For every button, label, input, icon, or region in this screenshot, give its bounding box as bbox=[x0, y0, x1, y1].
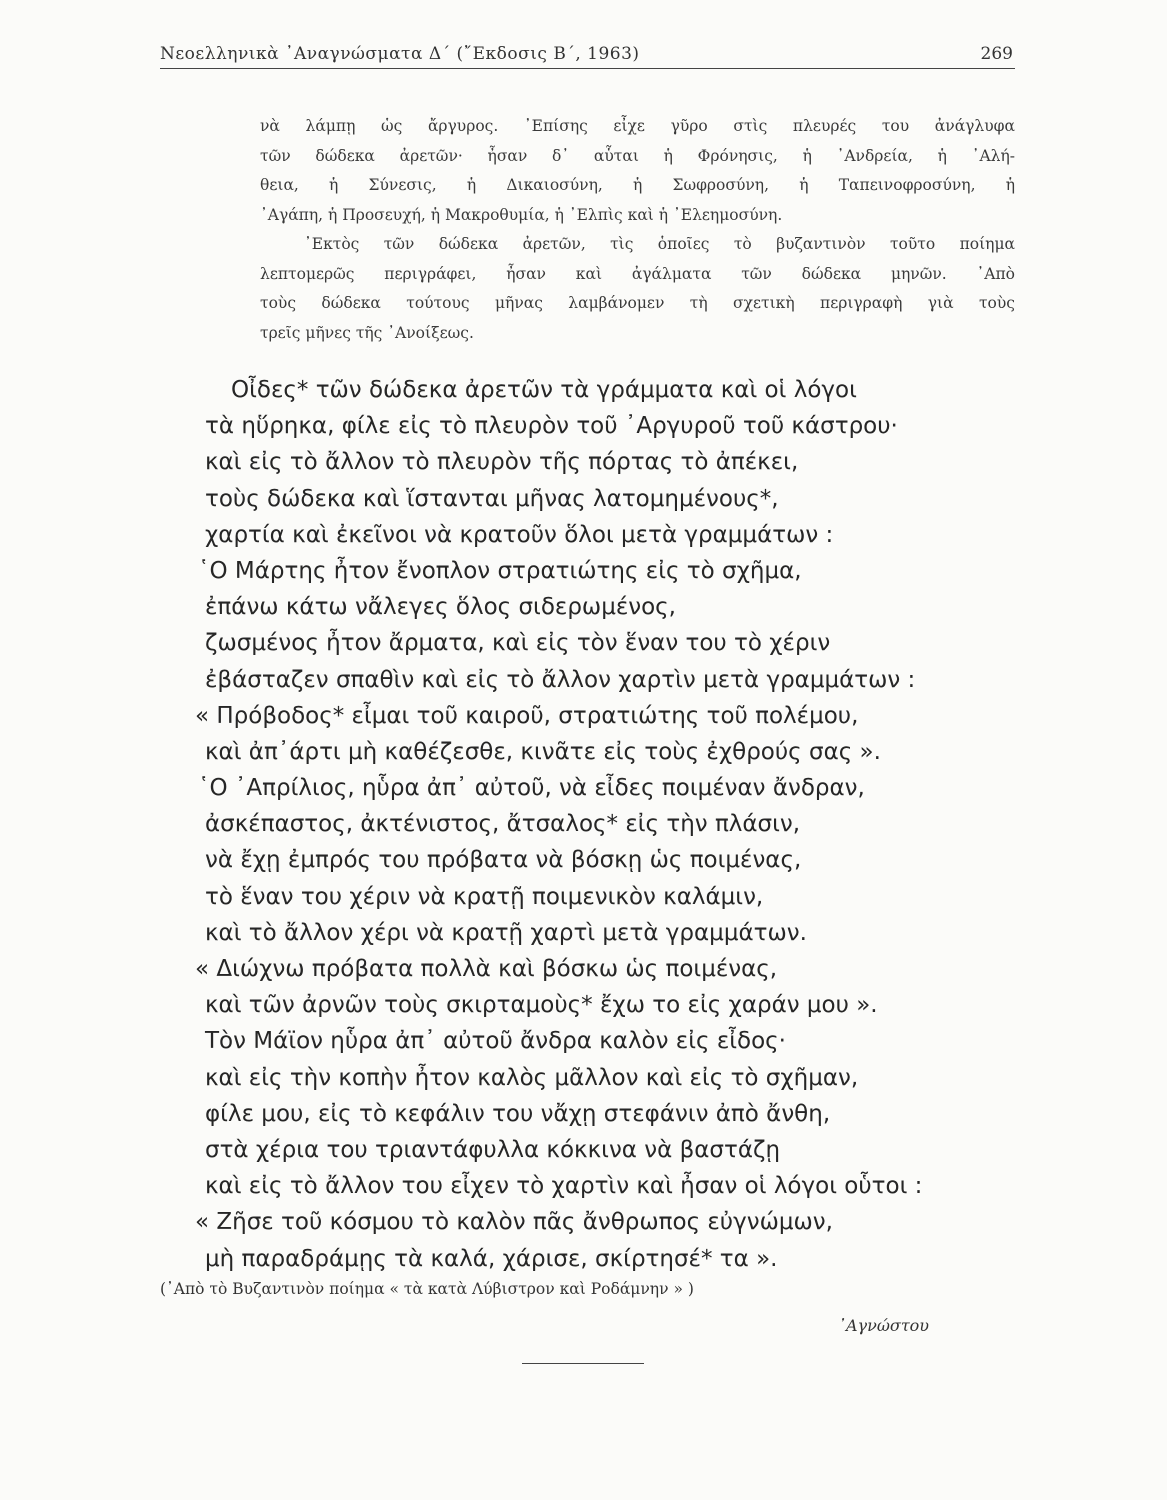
intro-prose bbox=[260, 112, 1015, 348]
poem-verse: « Διώχνω πρόβατα πολλὰ καὶ βόσκω ὡς ποιμένας, bbox=[195, 956, 778, 982]
poem-verse: τὰ ηὕρηκα, φίλε εἰς τὸ πλευρὸν τοῦ ᾿Αργυροῦ τοῦ κάστρου· bbox=[205, 413, 898, 440]
poem bbox=[195, 372, 1015, 1277]
source-citation: (᾿Απὸ τὸ Βυζαντινὸν ποίημα « τὰ κατὰ Λύβιστρον καὶ Ροδάμνην » ) bbox=[160, 1280, 694, 1298]
prose-line: ᾿Αγάπη, ἡ Προσευχή, ἡ Μακροθυμία, ἡ ᾿Ελπὶς καὶ ἡ ᾿Ελεημοσύνη. bbox=[260, 205, 783, 224]
poem-verse: καὶ εἰς τὸ ἄλλον του εἶχεν τὸ χαρτὶν καὶ ἦσαν οἱ λόγοι οὗτοι : bbox=[205, 1173, 923, 1200]
poem-verse: καὶ τὸ ἄλλον χέρι νὰ κρατῇ χαρτὶ μετὰ γραμμάτων. bbox=[205, 919, 807, 946]
poem-verse: καὶ εἰς τὴν κοπὴν ἦτον καλὸς μᾶλλον καὶ εἰς τὸ σχῆμαν, bbox=[205, 1064, 859, 1091]
poem-verse: ῾Ο Μάρτης ἦτον ἔνοπλον στρατιώτης εἰς τὸ σχῆμα, bbox=[198, 557, 802, 584]
prose-line: θεια, ἡ Σύνεσις, ἡ Δικαιοσύνη, ἡ Σωφροσύνη, ἡ Ταπεινοφροσύνη, ἡ bbox=[260, 176, 1015, 194]
poem-verse: στὰ χέρια του τριαντάφυλλα κόκκινα νὰ βαστάζῃ bbox=[205, 1136, 781, 1163]
poem-verse: Τὸν Μάϊον ηὗρα ἀπ᾿ αὐτοῦ ἄνδρα καλὸν εἰς εἶδος· bbox=[205, 1028, 786, 1055]
prose-line: νὰ λάμπῃ ὡς ἄργυρος. ᾿Επίσης εἶχε γῦρο στὶς πλευρές του ἀνάγλυφα bbox=[260, 117, 1015, 135]
poem-verse: καὶ ἀπ᾿άρτι μὴ καθέζεσθε, κινᾶτε εἰς τοὺς ἐχθρούς σας ». bbox=[205, 738, 881, 765]
poem-verse: τοὺς δώδεκα καὶ ἵστανται μῆνας λατομημένους*, bbox=[205, 485, 779, 512]
poem-verse: ζωσμένος ἦτον ἄρματα, καὶ εἰς τὸν ἕναν του τὸ χέριν bbox=[205, 630, 831, 657]
poem-verse: χαρτία καὶ ἐκεῖνοι νὰ κρατοῦν ὅλοι μετὰ γραμμάτων : bbox=[205, 521, 834, 548]
poem-verse: νὰ ἔχῃ ἐμπρός του πρόβατα νὰ βόσκῃ ὡς ποιμένας, bbox=[205, 847, 802, 874]
poem-verse: ἐπάνω κάτω νἄλεγες ὅλος σιδερωμένος, bbox=[205, 594, 676, 621]
prose-line: λεπτομερῶς περιγράφει, ἦσαν καὶ ἀγάλματα τῶν δώδεκα μηνῶν. ᾿Απὸ bbox=[260, 264, 1015, 283]
poem-verse: Οἶδες* τῶν δώδεκα ἀρετῶν τὰ γράμματα καὶ οἱ λόγοι bbox=[231, 377, 857, 403]
poem-verse: καὶ τῶν ἀρνῶν τοὺς σκιρταμοὺς* ἔχω το εἰς χαράν μου ». bbox=[205, 992, 878, 1019]
running-header bbox=[160, 42, 1015, 69]
poem-verse: ῾Ο ᾿Απρίλιος, ηὗρα ἀπ᾿ αὐτοῦ, νὰ εἶδες ποιμέναν ἄνδραν, bbox=[198, 775, 865, 802]
prose-line: τοὺς δώδεκα τούτους μῆνας λαμβάνομεν τὴ σχετικὴ περιγραφὴ γιὰ τοὺς bbox=[260, 294, 1015, 312]
poem-verse: ἐβάσταζεν σπαθὶν καὶ εἰς τὸ ἄλλον χαρτὶν μετὰ γραμμάτων : bbox=[205, 666, 916, 693]
author-attribution: ᾿Αγνώστου bbox=[838, 1316, 930, 1335]
poem-verse: καὶ εἰς τὸ ἄλλον τὸ πλευρὸν τῆς πόρτας τὸ ἀπέκει, bbox=[205, 449, 799, 476]
poem-verse: ἀσκέπαστος, ἀκτένιστος, ἄτσαλος* εἰς τὴν πλάσιν, bbox=[205, 811, 801, 838]
poem-verse: φίλε μου, εἰς τὸ κεφάλιν του νἄχῃ στεφάνιν ἀπὸ ἄνθη, bbox=[205, 1100, 831, 1127]
closing-rule bbox=[522, 1363, 644, 1364]
page-number: 269 bbox=[980, 44, 1013, 64]
poem-verse: « Πρόβοδος* εἶμαι τοῦ καιροῦ, στρατιώτης τοῦ πολέμου, bbox=[195, 702, 859, 729]
poem-verse: μὴ παραδράμῃς τὰ καλά, χάρισε, σκίρτησέ* τα ». bbox=[205, 1245, 778, 1272]
prose-line: τρεῖς μῆνες τῆς ᾿Ανοίξεως. bbox=[260, 323, 474, 342]
prose-line: τῶν δώδεκα ἀρετῶν· ἦσαν δ᾿ αὗται ἡ Φρόνησις, ἡ ᾿Ανδρεία, ἡ ᾿Αλή- bbox=[260, 146, 1015, 165]
prose-line: ᾿Εκτὸς τῶν δώδεκα ἀρετῶν, τὶς ὁποῖες τὸ βυζαντινὸν τοῦτο ποίημα bbox=[304, 235, 1015, 253]
poem-verse: « Ζῆσε τοῦ κόσμου τὸ καλὸν πᾶς ἄνθρωπος εὐγνώμων, bbox=[195, 1209, 833, 1236]
header-title: Νεοελληνικὰ ᾿Αναγνώσματα Δ΄ (῎Εκδοσις Β΄, 1963) bbox=[160, 44, 640, 64]
poem-verse: τὸ ἕναν του χέριν νὰ κρατῇ ποιμενικὸν καλάμιν, bbox=[205, 883, 764, 910]
